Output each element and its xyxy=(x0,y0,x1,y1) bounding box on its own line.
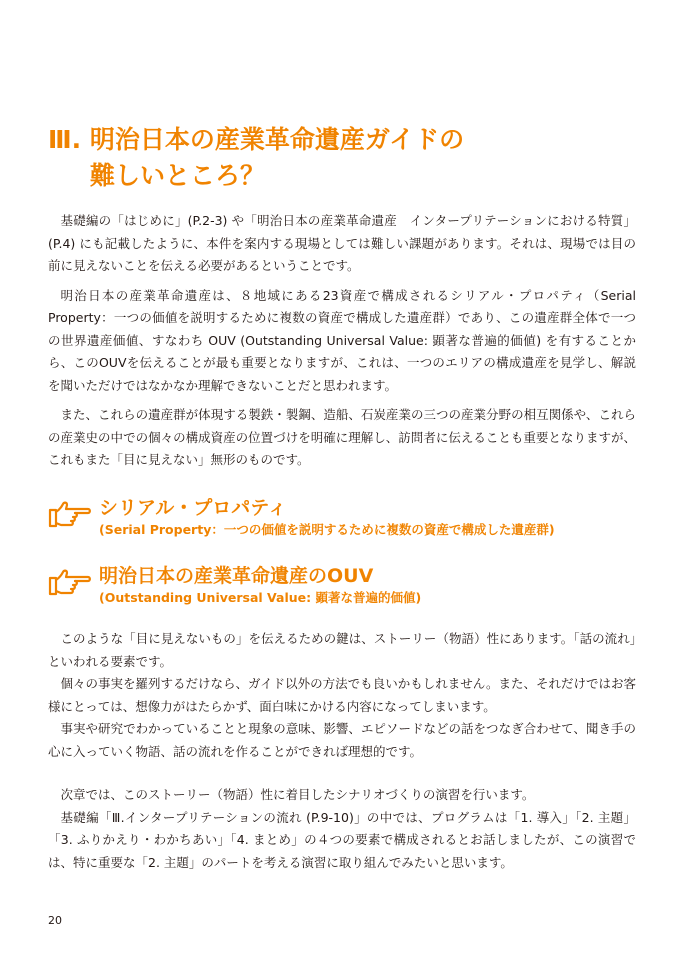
paragraph: 基礎編の「はじめに」(P.2-3) や「明治日本の産業革命遺産 インタープリテーションにおける特質」(P.4) にも記載したように、本件を案内する現場としては難しい課題があります。それは、現場では目の前に見えないことを伝える必要があるということです。 xyxy=(48,213,636,273)
term-serial-property xyxy=(48,497,648,543)
term-ouv xyxy=(48,565,648,611)
paragraph: 個々の事実を羅列するだけなら、ガイド以外の方法でも良いかもしれません。また、それだけではお客様にとっては、想像力がはたらかず、面白味にかける内容になってしまいます。 xyxy=(48,676,636,714)
heading-line-2: 難しいところ？ xyxy=(90,161,266,190)
paragraph: このような「目に見えないもの」を伝えるための鍵は、ストーリー（物語）性にあります。「話の流れ」といわれる要素です。 xyxy=(48,631,636,669)
term-subtitle: (Outstanding Universal Value: 顕著な普遍的価値) xyxy=(99,590,422,605)
paragraph: また、これらの遺産群が体現する製鉄・製鋼、造船、石炭産業の三つの産業分野の相互関係や、これらの産業史の中での個々の構成資産の位置づけを明確に理解し、訪問者に伝えることも重要となりますが、これもまた「目に見えない」無形のものです。 xyxy=(48,407,636,467)
chapter-heading xyxy=(48,122,648,194)
term-title: シリアル・プロパティ xyxy=(99,497,287,519)
intro-section xyxy=(48,210,636,472)
next-chapter-section xyxy=(48,784,636,874)
paragraph: 基礎編「Ⅲ.インタープリテーションの流れ (P.9-10)」の中では、プログラムは「1. 導入」「2. 主題」「3. ふりかえり・わかちあい」「4. まとめ」の４つの要素で構成されるとお話しましたが、この演習では、特に重要な「2. 主題」のパートを考える演習に取り組んでみたいと思います。 xyxy=(48,809,636,870)
paragraph: 事実や研究でわかっていることと現象の意味、影響、エピソードなどの話をつなぎ合わせて、聞き手の心に入っていく物語、話の流れを作ることができれば理想的です。 xyxy=(48,721,636,759)
term-title: 明治日本の産業革命遺産のOUV xyxy=(99,565,374,587)
heading-line-1: Ⅲ. 明治日本の産業革命遺産ガイドの xyxy=(48,125,465,154)
page-number: 20 xyxy=(48,914,62,927)
pointing-hand-icon xyxy=(48,567,92,597)
paragraph: 次章では、このストーリー（物語）性に着目したシナリオづくりの演習を行います。 xyxy=(60,787,535,802)
term-subtitle: (Serial Property：一つの価値を説明するために複数の資産で構成した遺産群) xyxy=(99,522,555,537)
story-section xyxy=(48,628,636,763)
pointing-hand-icon xyxy=(48,499,92,529)
paragraph: 明治日本の産業革命遺産は、８地域にある23資産で構成されるシリアル・プロパティ（Serial Property：一つの価値を説明するために複数の資産で構成した遺産群）であり、この遺産群全体で一つの世界遺産価値、すなわち OUV (Outstanding Universal Value: 顕著な普遍的価値) を有することから、このOUVを伝えることが最も重要となりますが、これは、一つのエリアの構成遺産を見学し、解説を聞いただけではなかなか理解できないことだと思われます。 xyxy=(48,287,636,393)
